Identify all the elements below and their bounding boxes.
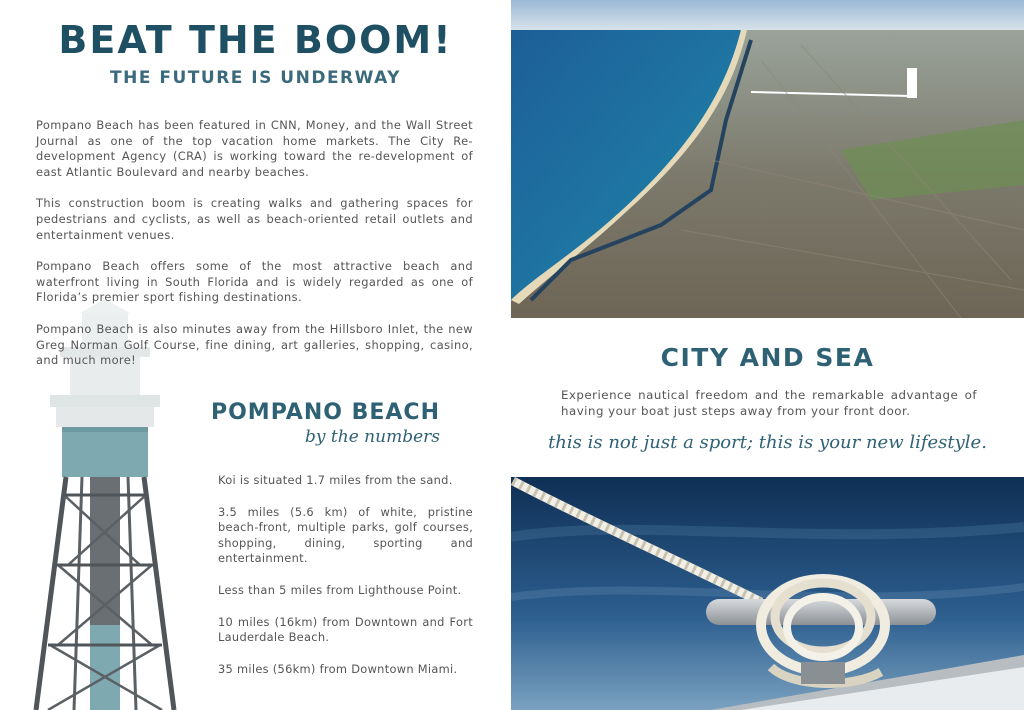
aerial-coast-photo [511, 0, 1024, 318]
fact-item: Koi is situated 1.7 miles from the sand. [218, 473, 453, 487]
city-sea-title: CITY AND SEA [660, 343, 875, 372]
numbers-title: POMPANO BEACH [210, 400, 440, 425]
fact-item: 10 miles (16km) from Downtown and Fort Lauderdale Beach. [218, 614, 473, 645]
intro-text [36, 118, 473, 385]
intro-paragraph: Pompano Beach offers some of the most attractive beach and waterfront living in South Florida and is widely regarded as one of Florida’s premier sport fishing destinations. [36, 259, 473, 305]
left-page [0, 0, 511, 710]
main-subtitle: THE FUTURE IS UNDERWAY [110, 68, 401, 88]
numbers-subtitle: by the numbers [305, 427, 440, 447]
fact-item: 3.5 miles (5.6 km) of white, pristine beach-front, multiple parks, golf courses, shopping, dining, sporting and entertainment. [218, 504, 473, 566]
intro-paragraph: This construction boom is creating walks and gathering spaces for pedestrians and cyclists, as well as beach-oriented retail outlets and entertainment venues. [36, 196, 473, 242]
intro-paragraph: Pompano Beach is also minutes away from the Hillsboro Inlet, the new Greg Norman Golf Course, fine dining, art galleries, shopping, casino, and much more! [36, 321, 473, 368]
lifestyle-tagline: this is not just a sport; this is your new lifestyle. [548, 432, 987, 453]
facts-list [218, 473, 473, 693]
city-sea-body: Experience nautical freedom and the remarkable advantage of having your boat just steps away from your front door. [561, 388, 977, 418]
numbers-heading [200, 400, 440, 447]
intro-paragraph: Pompano Beach has been featured in CNN, Money, and the Wall Street Journal as one of the top vacation home markets. The City Re-development Agency (CRA) is working toward the re-development of east Atlantic Boulevard and nearby beaches. [36, 118, 473, 179]
fact-item: Less than 5 miles from Lighthouse Point. [218, 582, 462, 597]
boat-cleat-rope-photo [511, 477, 1024, 710]
main-title: BEAT THE BOOM! [58, 18, 453, 62]
fact-item: 35 miles (56km) from Downtown Miami. [218, 661, 458, 676]
right-page [511, 0, 1024, 710]
